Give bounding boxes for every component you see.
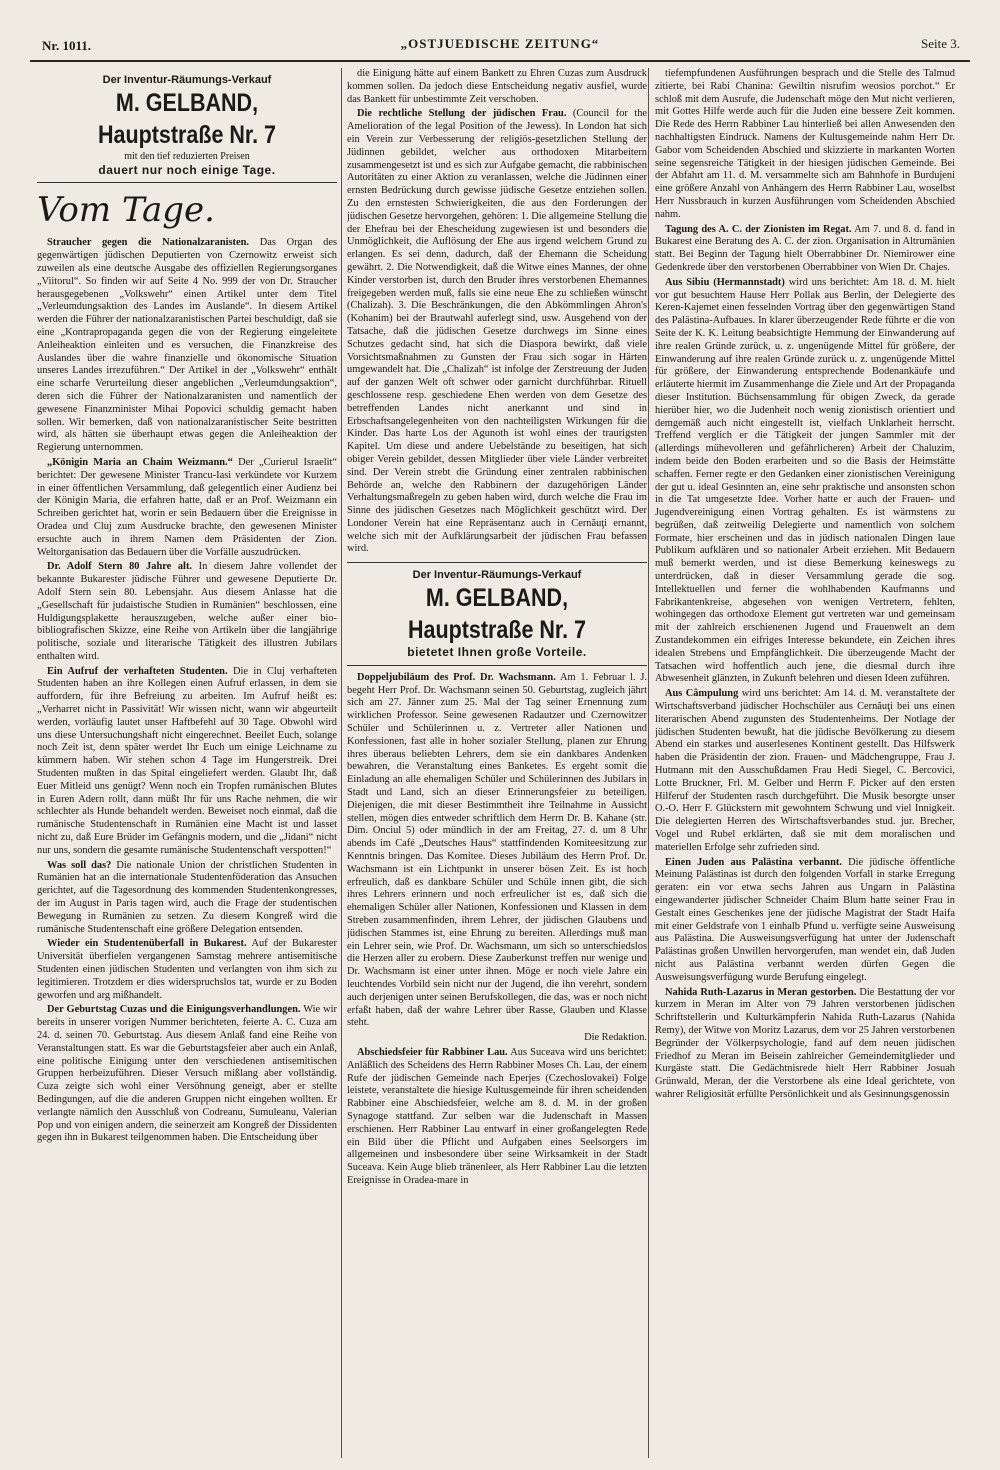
article-headline: Abschiedsfeier für Rabbiner Lau. [357, 1046, 508, 1058]
article-headline: „Königin Maria an Chaim Weizmann.“ [47, 456, 233, 468]
article-body: In diesem Jahre vollendet der bekannte Bukarester jüdische Führer und gewesene Deputierte Dr. Adolf Stern sein 80. Lebensjahr. Aus diesem Anlasse hat die „Gesellschaft für judaistische Studien in Rumänien“ beschlossen, eine Huldigungsplakette herauszugeben, welche außer einer bio-bibliografischen Skizze, eine Reihe von Artikeln über die langjährige politische, soziale und literarische Tätigkeit des illustren Jubilars enthalten wird. [37, 561, 337, 662]
article-body: Die Bestattung der vor kurzem in Meran im Alter von 79 Jahren verstorbenen jüdischen Schriftstellerin und Kulturkämpferin Nahida Ruth-Lazarus (Nahida Remy), der Witwe von Moritz Lazarus, dem vor 25 Jahren verstorbenen Begründer der Völkerpsychologie, fand auf dem neuen jüdischen Friedhof zu Meran im Beisein zahlreicher Gemeindemitglieder und Kurgäste statt. Die Gedächtnisrede hielt Herr Rabbiner Josuah Grünwald, Meran, der die Verstorbene als eine Ideal gerichtete, von wahrer Religiosität erfüllte Persönlichkeit und als Gesinnungsgenossin [655, 986, 955, 1100]
page-number: Seite 3. [921, 36, 960, 51]
article-headline: Was soll das? [47, 859, 112, 871]
article [37, 1004, 337, 1145]
article-body: Auf der Bukarester Universität überfielen vergangenen Samstag mehrere antisemitische Studenten einen jüdischen Studenten und verlangten von ihm sich zu legitimieren. Trotzdem er dies widerspruchslos tat, wurde er zu Boden geworfen und arg mißhandelt. [37, 938, 337, 1001]
column-3 [655, 68, 955, 1463]
article [37, 666, 337, 858]
article-headline: Aus Câmpulung [665, 688, 739, 700]
article-headline: Wieder ein Studentenüberfall in Bukarest. [47, 938, 247, 950]
article-headline: Die rechtliche Stellung der jüdischen Frau. [357, 108, 567, 120]
column-2-articles-top [347, 68, 647, 556]
article-headline: Der Geburtstag Cuzas und die Einigungsverhandlungen. [47, 1004, 301, 1016]
article [347, 1047, 647, 1188]
column-2 [347, 68, 647, 1463]
article-body: wird uns berichtet: Am 14. d. M. veranstaltete der Wirtschaftsverband jüdischer Hochschüler aus Cernăuţi bei uns einen literarischen Abend zugunsten des Studentenheims. Der Notlage der jüdischen Studenten bewußt, hat die jüdische Bevölkerung zu diesem Abend ein starkes und auserlesenes Kontinent gestellt. Das Hilfswerk haben die Präsidentin der zion. Frauen- und Mädchengruppe, Frau J. Hutmann mit den Ausschußdamen Frau Hedi Siegel, C. Bercovici, Lotte Bruckner, Frl. M. Gelber und Herrn F. Picker auf den ersten Hilferuf der Studenten rasch durchgeführt. Die Musik besorgte unser O.-O. Herr F. Glückstern mit gewohntem Schwung und viel Innigkeit. Die delegierten Herren des Wirtschaftsverbandes stud. jur. Brecher, Vogel und Rubel erklärten, daß sie mit dem moralischen und materiellen Erfolge sehr zufrieden sind. [655, 688, 955, 853]
column-1-articles [37, 237, 337, 1145]
ad-headline: M. GELBAND, Hauptstraße Nr. 7 [97, 88, 277, 149]
ad-line: Der Inventur-Räumungs-Verkauf [102, 74, 272, 86]
article-headline: Tagung des A. C. der Zionisten im Regat. [665, 223, 852, 235]
article [655, 68, 955, 222]
article [347, 108, 647, 556]
ad-line: dauert nur noch einige Tage. [98, 162, 276, 177]
article-body: die Einigung hätte auf einem Bankett zu Ehren Cuzas zum Ausdruck kommen sollen. Da jedoch diese Entscheidung negativ ausfiel, wurde das Bankett für unbestimmte Zeit verschoben. [347, 68, 647, 105]
article-headline: Ein Aufruf der verhafteten Studenten. [47, 665, 228, 677]
advertisement-gelband-2 [347, 562, 647, 666]
article [37, 561, 337, 663]
article [347, 672, 647, 1030]
issue-number: Nr. 1011. [42, 38, 91, 53]
article [655, 857, 955, 985]
article-body: Der „Curierul Israelit“ berichtet: Der gewesene Minister Trancu-Iasi verkündete vor Kurzem in einer öffentlichen Versammlung, daß gelegentlich einer Audienz bei der Königin Maria, die erfahren hatte, daß er an Prof. Weizmann ein Schreiben gerichtet hat, worin er sein Bedauern über die Ereignisse in Oradea und Cluj zum Ausdrucke brachte, den gewesenen Minister ersuchte auch in ihrem Namen dem Präsidenten der Zion. Weltorganisation das Bedauern über die Vorfälle auszudrücken. [37, 456, 337, 558]
article-headline: Straucher gegen die Nationalzaranisten. [47, 237, 249, 249]
article-body: Die Redaktion. [584, 1032, 647, 1044]
article [655, 987, 955, 1102]
article-headline: Aus Sibiu (Hermannstadt) [665, 276, 785, 288]
article-body: tiefempfundenen Ausführungen besprach und die Stelle des Talmud zitierte, bei Rabi Chanina: Gewiltin nisrufim weosios porchot.“ Er schloß mit dem Ausrufe, die Judenschaft möge den Mut nicht verlieren, mit Gottes Hilfe werde auch für die Juden eine bessere Zeit kommen. Die Rede des Herrn Rabbiner Lau hinterließ bei allen Anwesenden den nachhaltigsten Eindruck. Namens der Kultusgemeinde nahm Herr Dr. Gabor vom Scheidenden Abschied und skizzierte in markanten Worten seine segensreiche Tätigkeit in der hiesigen jüdischen Gemeinde. Bei der Abfahrt am 11. d. M. versammelte sich am Bahnhofe in Burdujeni eine größere Anzahl von Anhängern des Herrn Rabbiner Lau, woselbst Herr Nussbrauch in kurzen Ausführungen vom Scheidenden Abschied nahm. [655, 68, 955, 220]
ad-line: bietetet Ihnen große Vorteile. [407, 645, 587, 660]
article-body: wird uns berichtet: Am 18. d. M. hielt vor gut besuchtem Hause Herr Pollak aus Berlin, der Delegierte des Keren-Kajemet einen fesselnden Vortrag über den gegenwärtigen Stand des Palästina-Aufbaues. In klarer überzeugender Rede führte er die von Seite der K. K. Leitung beabsichtigte Hemmung der Einwanderung auf ihre realen Gründe zurück, u. z. ungenügende Mittel für größere, der Einwanderung auf ihre realen Gründe zurück u. z. ungenügende Mittel für größere, der Einwanderung entsprechende Bodenankäufe und erläuterte hiermit im Zusammenhange die Ziele und Art der Propaganda dieser Institution. Büchsensammlung für obigen Zweck, da gerade hierüber hier, wo die Judenheit noch wenig zionistisch orientiert und demgemäß auch nicht eingestellt ist, vielfach Unklarheit herrscht. Treffend verglich er die Tätigkeit der jungen Sammler mit der (allerdings mühevolleren und gefährlicheren) Arbeit der Chaluzim, indem beide den Boden erarbeiten und so die Basis der Heimstätte schaffen. Ferner regte er den Gedanken einer zionistischen Vereinigung der gut u. ideal Gesinnten an, eine sehr praktische und ansonsten schon in die Tat umgesetzte Idee. Vorher hatte er auch der Frauen- und Jugendvereinigung einen Vortrag gehalten. Es ist wärmstens zu begrüßen, daß zeitweilig Delegierte und namentlich von solchem Formate, hier erscheinen und das in jüdisch nationalen Dingen laue Publikum aufklären und so nationaler Arbeit erziehen. Mit Bedauern muß bemerkt werden, und ist diese Bemerkung keineswegs zu unterdrücken, daß in dieser Versammlung gerade die sog. Intellektuellen und ferner die wohlhabenden Kaufmanns und Fabrikantenkreise, abgesehen von wenigen Vertretern, fehlten, wohingegen das orthodoxe Element gut vertreten war und gemeinsam mit der zahlreich erschienenen Jugend und Frauenwelt an dem Zustandekommen ein eifriges Interesse bekundete, ein Zeichen ihres idealen Strebens und Empfänglichkeit. Die überzeugende Macht der Tatsachen wird hoffentlich auch jene, die diesmal durch ihre Abwesenheit glänzten, in Zukunft belehren und diesen Ideen zuführen. [655, 276, 955, 685]
column-3-articles [655, 68, 955, 1102]
article-headline: Einen Juden aus Palästina verbannt. [665, 856, 842, 868]
article [37, 938, 337, 1002]
article [37, 457, 337, 559]
article [655, 688, 955, 854]
article-body: Aus Suceava wird uns berichtet: Anläßlich des Scheidens des Herrn Rabbiner Moses Ch. Lau, der einem Rufe der jüdischen Gemeinde nach Eperjes (Czechoslovakei) Folge leistete, veranstaltete die hiesige Kultusgemeinde für ihren scheidenden Rabbiner eine Abschiedsfeier, welche am 8. d. M. in der großen Synagoge stattfand. Zur selben war die Judenschaft in Massen erschienen. Herr Rabbiner Lau entwarf in einer großangelegten Rede ein Bild über die Pflicht und Aufgaben eines Seelsorgers im allgemeinen und insbesondere über seine Wirksamkeit in der Stadt Suceava. Kein Auge blieb tränenleer, als Herr Rabbiner Lau die letzten Ereignisse in Oradea-mare in [347, 1046, 647, 1186]
newspaper-title: „OSTJUEDISCHE ZEITUNG“ [400, 36, 600, 51]
ad-headline: M. GELBAND, Hauptstraße Nr. 7 [407, 584, 587, 645]
ad-line: Der Inventur-Räumungs-Verkauf [412, 569, 582, 582]
article [347, 1032, 647, 1045]
article [37, 237, 337, 455]
column-1 [37, 68, 337, 1463]
article-body: Am 7. und 8. d. fand in Bukarest eine Beratung des A. C. der zion. Organisation in Altrumänien statt. Bei Beginn der Tagung hielt Oberrabbiner Dr. Niemirower eine Gedenkrede über den verstorbenen Oberrabbiner von Wien Dr. Chajes. [655, 223, 955, 273]
article-headline: Doppeljubiläum des Prof. Dr. Wachsmann. [357, 671, 556, 683]
article-body: (Council for the Amelioration of the legal Position of the Jewess). In London hat sich ein Verein zur Verbesserung der religiös-gesetzlichen Stellung der Jüdinnen gebildet, welcher aus orthodoxen Mitarbeitern zusammengesetzt ist und es sich zur Aufgabe gemacht, die rabbinischen Autoritäten zu einer Aktion zu veranlassen, welche die Jüdinnen einer ernsten Bedrückung durch gewisse jüdische Gesetze entziehen sollen. Zu den ernstesten Schwierigkeiten, die aus den Forderungen der jüdischen Gesetze hervorgehen, gehören: 1. Die allgemeine Stellung die der Ehefrau bei der Ehescheidung zugewiesen ist und besonders die Unmöglichkeit, die Auflösung der Ehe aus irgend welchem Grund zu erlangen. Es sei denn, dadurch, daß der Ehemann die Scheidung gewährt. 2. Die Notwendigkeit, daß die Witwe eines Mannes, der ohne Kinder verstorben ist, durch den Bruder ihres verstorbenen Ehemannes freigegeben werden muß, falls sie eine neue Ehe zu schließen wünscht (Chalizah). 3. Die Beschränkungen, die den Abkömmlingen Ahron's (Kohanim) bei der Brautwahl auferlegt sind, usw. Ausgehend von der Tatsache, daß die jüdischen Gesetze durchwegs im Sinne eines Schutzes gedacht sind, hat sich die Diaspora bewirkt, daß viele Vorsichtsmaßnahmen zu Gunsten der Frau sich sogar in Härten umgewandelt hat. Die „Chalizah“ ist infolge der Zerstreuung der Juden auf der ganzen Welt oft schwer oder garnicht durchführbar. Rituell geschlossene resp. geschiedene Ehen werden von dem Gesetze des betreffenden Landes nicht anerkannt und sind in Erbschaftsangelegenheiten von den nachteiligsten Wirkungen für die Kinder. Das harte Los der Agunoth ist wohl eines der traurigsten Kapitel. Um diese und andere Uebelstände zu beseitigen, hat sich obiger Verein gebildet, dessen Mitglieder über viele Länder verbreitet sind. Der Verein strebt die Gründung einer zentralen rabbinischen Behörde an, welche den Rabbinern der dazugehörigen Länder Verhaltungsmaßregeln zu geben haben wird, durch welche die Frau im Sinne des jüdischen Gesetzes nach Möglichkeit geschützt wird. Der Londoner Verein hat eine Repräsentanz auch in Cernăuţi ernannt, welche sich mit der Aufklärungsarbeit der jüdischen Frau befassen wird. [347, 108, 647, 555]
article-body: Die in Cluj verhafteten Studenten haben an ihre Kollegen einen Aufruf erlassen, in dem sie auffordern, für ihre Befreiung zu arbeiten. Im Aufruf heißt es: „Verharret nicht in Passivität! Wir wissen nicht, wann wir abgeurteilt werden, vorläufig lautet unser Haftbefehl auf 30 Tage. Obwohl wird uns diese Untersuchungshaft nicht eingerechnet. Beeilet Euch, solange noch Zeit ist, denn später werdet Ihr Euch um einige Leichname zu kümmern haben. Wir stehen schon 4 Tage im Hungerstreik. Drei Studenten mußten in das Spital eingeliefert werden. Glaubt Ihr, daß Euer Mitleid uns genügt? Wenn noch ein Tropfen rumänischen Blutes in Euren Adern rollt, dann müßt Ihr für uns Rache nehmen, die wir schlechter als Hunde behandelt werden. Beweiset noch einmal, daß die rumänische Studentenschaft in Rumänien eine Macht ist und lasset nicht zu, daß Eure Brüder im Gefängnis modern, und die „Jidani“ nicht nur uns, sondern die gesamte rumänische Studentenschaft verspotten!“ [37, 665, 337, 856]
article-headline: Dr. Adolf Stern 80 Jahre alt. [47, 561, 193, 573]
article-body: Die jüdische öffentliche Meinung Palästinas ist durch den folgenden Vorfall in starke Erregung geraten: ein vor etwa sechs Jahren aus Ungarn in Palästina eingewanderter jüdischer Schneider Chaim Blum hatte seiner Frau in Gestalt eines Geschenkes jene der jüdische Magistrat der Stadt Haifa mit einer Geldstrafe von 1 einhalb Pfund u. verfügte seine Ausweisung aus Palästina. Die Ausweisungsverfügung hat unter der Judenschaft Palästinas großen Unwillen hervorgerufen, man wendet ein, daß Juden nicht aus Palästina verbannt werden dürfen Gegen die Ausweisungsverfügung wurde Berufung eingelegt. [655, 856, 955, 983]
article-body: Das Organ des gegenwärtigen jüdischen Deputierten von Czernowitz erweist sich zuweilen als eine deutsche Ausgabe des offiziellen Regierungsorganes „Viitorul“. So finden wir auf Seite 4 No. 999 der von Dr. Straucher herausgegebenen „Volkswehr“ einen Artikel unter dem Titel „Verleumdungsaktion des Landes im Auslande“. In diesem Artikel werden die Führer der nationalzaranistischen Partei beschuldigt, daß sie eine „Kontrapropaganda gegen die von der Regierung eingeleitete Anleiheaktion einleiten und es versuchen, die Finanzkreise des Auslandes über die wahre finanzielle und ökonomische Situation unseres Landes irrezuführen.“ Der Artikel in der „Volkswehr“ enthält eine scharfe Verurteilung dieser angeblichen „Verleumdungsaktion“, deren sich die Führer der Nationalzaranisten und namentlich der gewesene Finanzminister Mihai Popovici schuldig gemacht haben sollen. Wir bemerken, daß von nationalzaranistischer Seite bestritten wird, als hätten sie überhaupt etwas gegen die Anleiheaktion der Regierung unternommen. [37, 237, 337, 454]
rubric-title: Vom Tage. [37, 190, 215, 231]
header-rule [30, 60, 970, 62]
ad-line: mit den tief reduzierten Preisen [124, 150, 250, 162]
article-body: Die nationale Union der christlichen Studenten in Rumänien hat an die internationale Studentenföderation das Ansuchen gerichtet, auf die Tagesordnung des kommenden Studentenkongresses, der im August in Paris tagen wird, auch die Frage der studentischen Bewegung in Rumänien zu setzen. Zu diesem Kongreß wird die rumänische Studentenschaft eine größere Delegation entsenden. [37, 859, 337, 935]
article-body: Am 1. Februar l. J. begeht Herr Prof. Dr. Wachsmann seinen 50. Geburtstag, zugleich jährt sich am 27. Jänner zum 25. Mal der Tag seiner Ernennung zum wirklichen Professor. Seine gewesenen Radautzer und Czernowitzer Schüler und Schülerinnen u. z. Vertreter aller Nationen und Konfessionen, fast alle in hoher sozialer Stellung, planen zur Ehrung ihres überaus beliebten Lehrers, dem sie ein dankbares Andenken bewahren, die Veranstaltung eines Banketes. Es ergeht somit die Einladung an alle ehemaligen Schüler und Schülerinnen des Jubilars in Stadt und Land, sich an dieser Erinnerungsfeier zu beteiligen. Diejenigen, die mit dieser Bestimmtheit ihre Teilnahme in Aussicht stellen, mögen dies entweder schriftlich dem Herrn Dr. B. Kahane (str. Dim. Onciul 5) oder mündlich in der am Freitag, 27. d. um 8 Uhr abends im Café „Deutsches Haus“ stattfindenden Komiteesitzung zur Kenntnis bringen. Das Komitee. Dieses Jubiläum des Herrn Prof. Dr. Wachsmann ist ein Lichtpunkt in unserer bösen Zeit. Es ist hoch erfreulich, daß es dankbare Schüler und Schüle innen gibt, die sich ihres Lehrers erinnern und noch erfreulicher ist es, daß sich die ehemaligen Schüler aller Nationen, Konfessionen und Klassen in dem Streben zusammenfinden, ihrem Lehrer, der jüdischen Glaubens und jüdischen Stammes ist, eine Ehrung zu bereiten. Allerdings muß man ein Lehrer sein, wie Prof. Dr. Wachsmann, um sich so unterschiedslos die Herzen aller zu erobern. Diese Zauberkunst treffen nur wenige und Dr. Wachsmann ist einer unter ihnen. Möge er noch viele Jahre ein leuchtendes Vorbild sein nicht nur der Jugend, die ihn verehrt, sondern auch derjenigen unter seinen Berufskollegen, die das, was er noch nicht erfaßt haben, daß der wahre Lehrer über Rasse, Glauben und Klasse steht. [347, 671, 647, 1029]
article [655, 277, 955, 687]
column-divider [648, 68, 649, 1458]
column-divider [341, 68, 342, 1458]
article-headline: Nahida Ruth-Lazarus in Meran gestorben. [665, 986, 857, 998]
article [347, 68, 647, 106]
article-body: Wie wir bereits in unserer vorigen Nummer berichteten, feierte A. C. Cuza am 24. d. seinen 70. Geburtstag. Aus diesem Anlaß fand eine Reihe von Veranstaltungen statt. Es war die Geburtstagsfeier aber auch ein Anlaß, eine politische Einigung unter den verschiedenen antisemitischen Gruppen herbeizuführen. Dieser Versuch mißlang aber vollständig. Cuza zeigte sich wohl einer Versöhnung geneigt, aber er stellte Bedingungen, auf die die anderen Gruppen nicht eingehen wollten. Er verlangte nämlich den Ausschluß von Codreanu, Sumuleanu, Valerian Pop und von einigen andern, die seinerzeit am Kongreß der Dissidenten gegen ihn in Bukarest teilgenommen haben. Die Entscheidung über [37, 1004, 337, 1144]
page-header [30, 30, 970, 54]
article [37, 860, 337, 937]
advertisement-gelband [37, 68, 337, 183]
article [655, 224, 955, 275]
column-2-articles-bottom [347, 672, 647, 1188]
